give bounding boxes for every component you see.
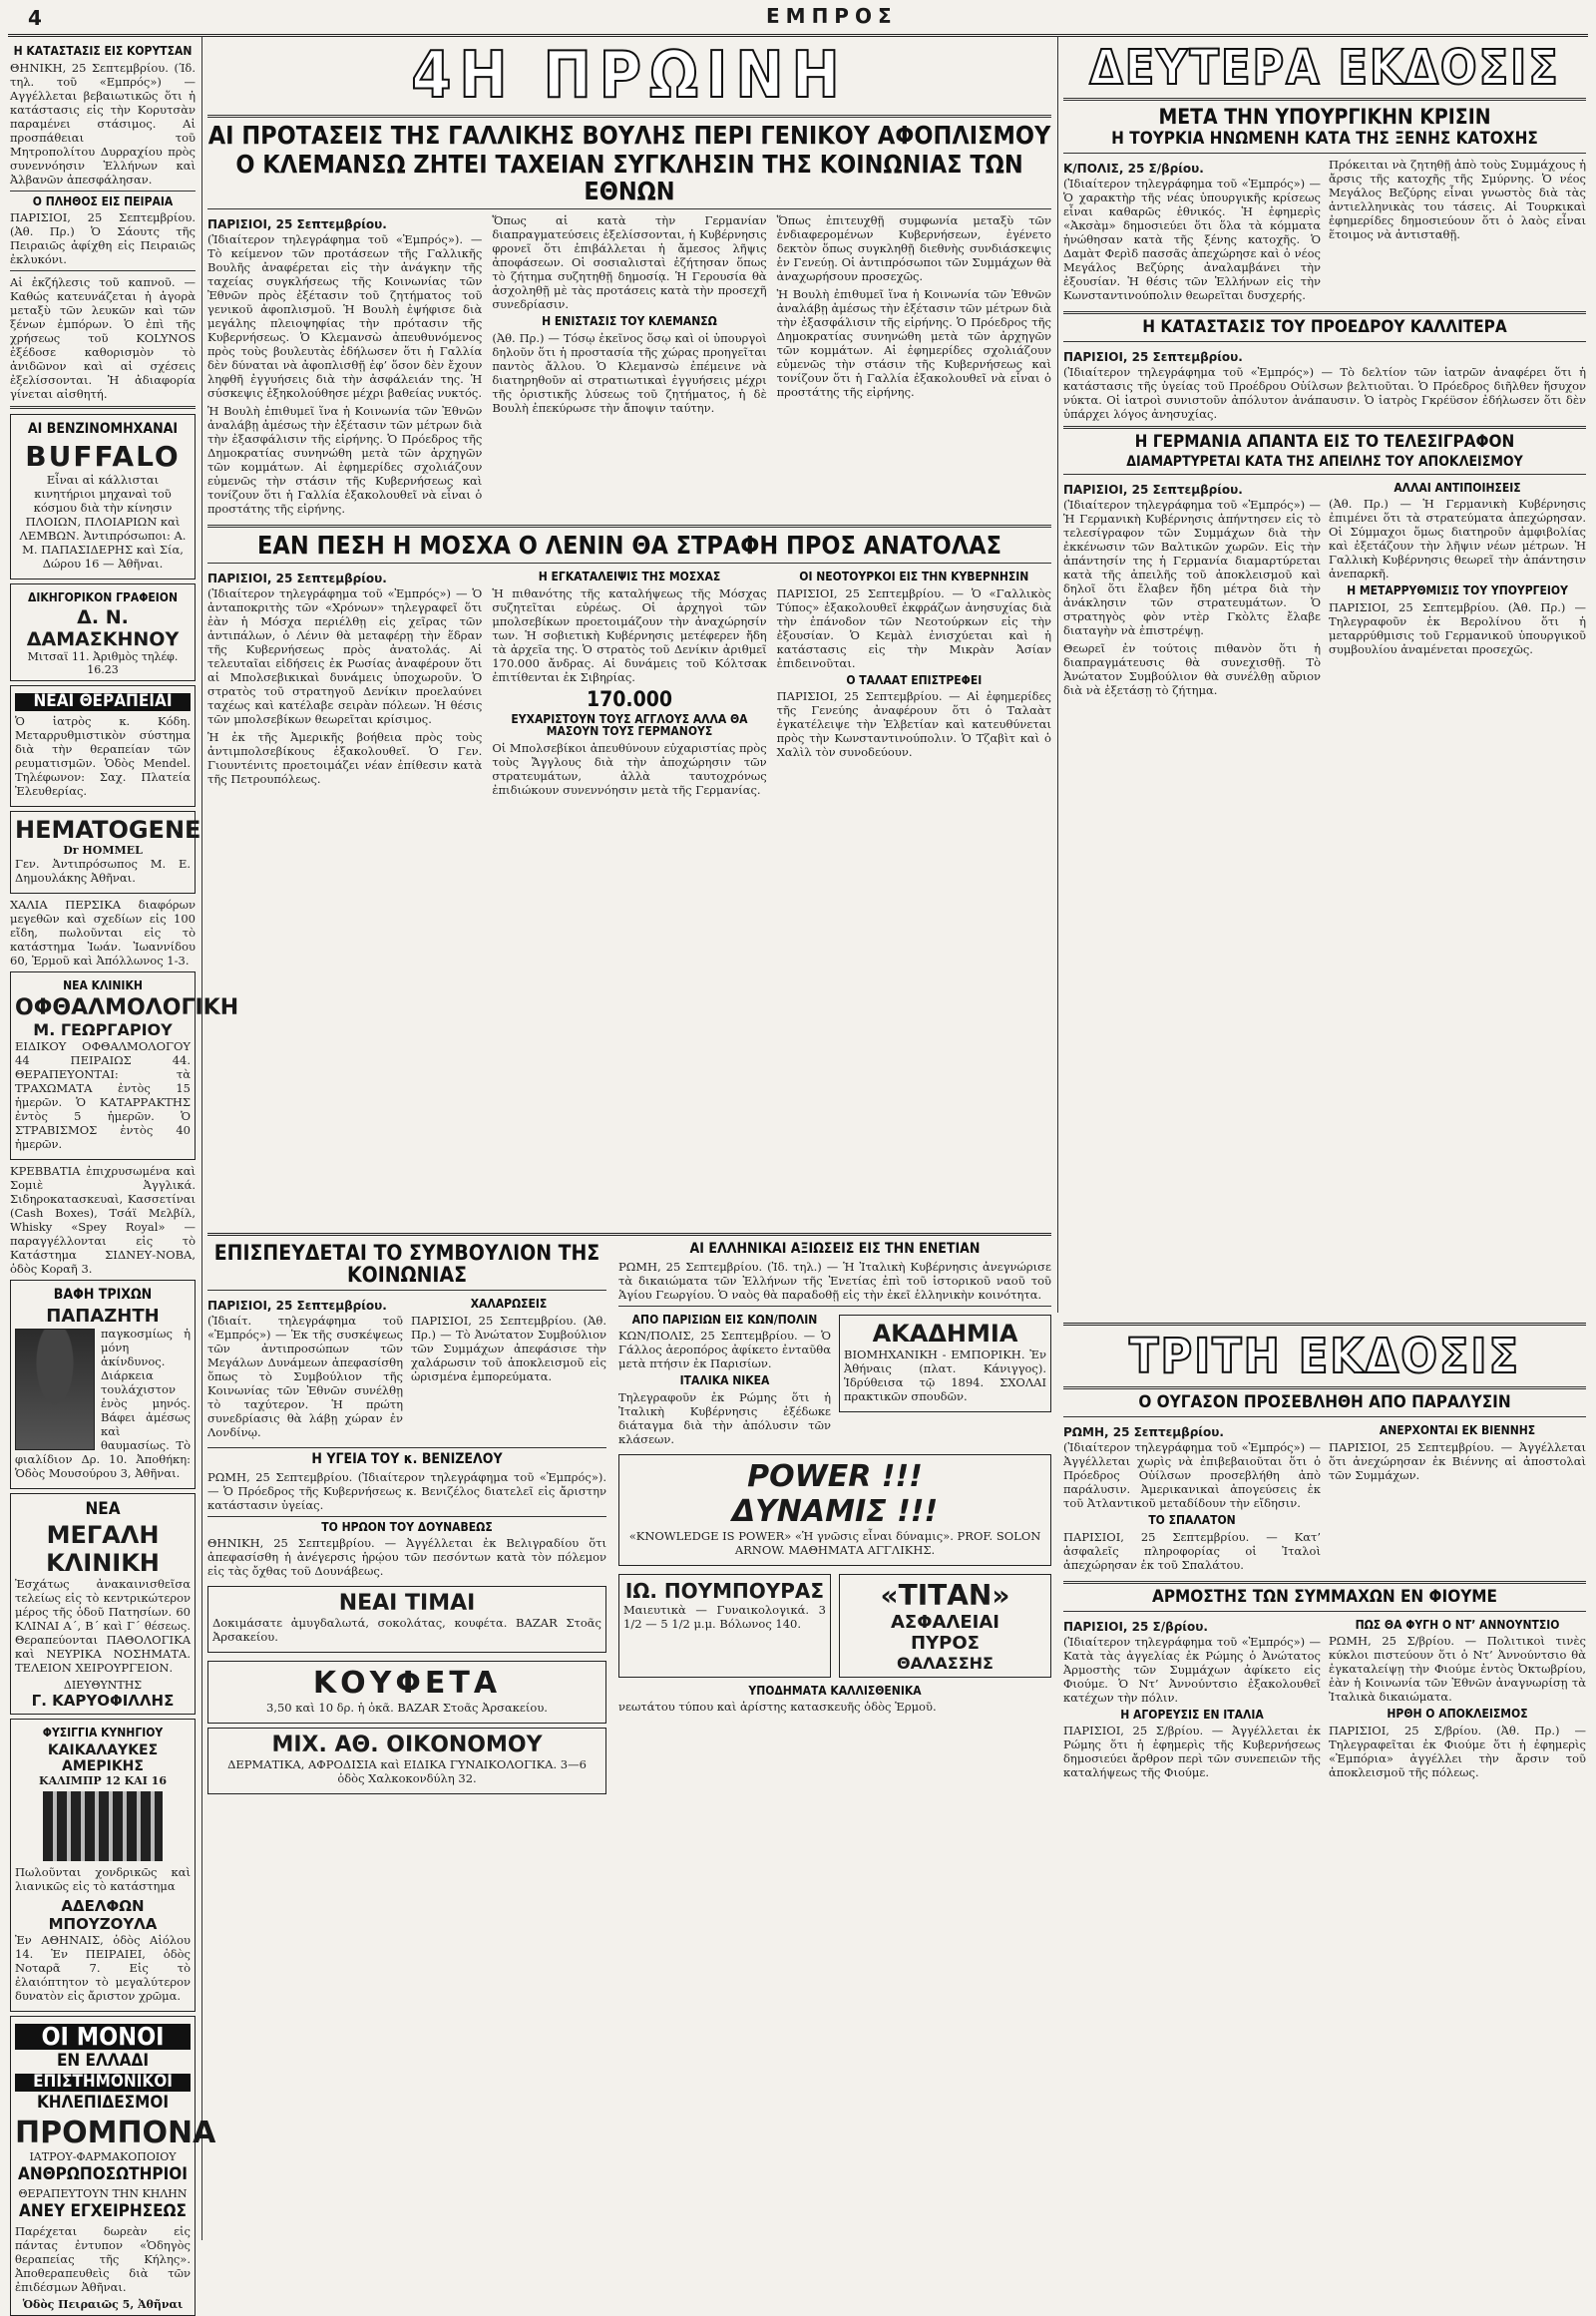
article-text: Αἱ ἐκζήλεσις τοῦ καπνοῦ. — Καθώς κατευνάζεται ἡ ἀγορὰ μεταξὺ τῶν λευκῶν καὶ τῶν ξένων ἐμπόρων. Ὁ ἐπὶ τῆς χρήσεως τοῦ KOLYNOS ἐξέδοσε καθορισμὸν τὸ ἀνιδῶνον καὶ αἱ σχέσεις ἐξελίσσονται. Ἡ ἀδιαφορία γίνεται αἰσθητή. bbox=[10, 275, 196, 402]
edition-title: 4Η ΠΡΩΙΝΗ bbox=[411, 39, 848, 113]
article-text: ΠΑΡΙΣΙΟΙ, 25 Σ/βρίου. — Ἀγγέλλεται ἐκ Ρώμης ὅτι ἡ ἐφημερὶς τῆς Κυβερνήσεως δημοσιεύει ἄρθρον περὶ τῶν συνεπειῶν τῆς καταλήψεως τῆς Φιούμε. bbox=[1063, 1724, 1321, 1780]
article-text: Θεωρεῖ ἐν τούτοις πιθανὸν ὅτι ἡ διαπραγμάτευσις θὰ συνεχισθῇ. Τὸ Ἀνώτατον Συμβούλιον θὰ συνέλθῃ αὔριον διὰ νὰ ἐξετάσῃ τὸ ζήτημα. bbox=[1063, 640, 1321, 697]
ad-heading: ΚΗΛΕΠΙΔΕΣΜΟΙ bbox=[36, 2092, 170, 2113]
subheadline: ΕΥΧΑΡΙΣΤΟΥΝ ΤΟΥΣ ΑΓΓΛΟΥΣ ΑΛΛΑ ΘΑ ΜΑΣΟΥΝ ΤΟΥΣ ΓΕΡΜΑΝΟΥΣ bbox=[511, 711, 748, 739]
dateline: ΠΑΡΙΣΙΟΙ, 25 Σεπτεμβρίου. bbox=[207, 1299, 387, 1314]
article-text: νεωτάτου τύπου καὶ ἀρίστης κατασκευῆς ὁδὸς Ἑρμοῦ. bbox=[618, 1700, 937, 1715]
ad-heading: ΝΕΑ ΚΛΙΝΙΚΗ bbox=[63, 978, 143, 993]
article-text: Τηλεγραφοῦν ἐκ Ρώμης ὅτι ἡ Ἰταλικὴ Κυβέρνησις ἐξέδωκε διάταγμα διὰ τὴν ἀπόλυσιν τῶν κλάσεων. bbox=[618, 1389, 831, 1446]
woman-portrait-illustration bbox=[15, 1329, 95, 1450]
article-column bbox=[1063, 1616, 1321, 1784]
article-column bbox=[492, 568, 766, 801]
article-text: (Ἰδιαίτερον τηλεγράφημα τοῦ «Ἐμπρός») — Ἡ Γερμανικὴ Κυβέρνησις ἀπήντησεν εἰς τὸ τελεσίγραφον τῶν Συμμάχων διὰ τὴν ἐκκένωσιν τῶν Βαλτικῶν χωρῶν. Εἰς τὴν ἀπάντησίν της ἡ Γερμανία διαμαρτύρεται κατὰ τῆς ἀπειλῆς τοῦ ἀποκλεισμοῦ καὶ δηλοῖ ὅτι ἔλαβεν ἤδη μέτρα διὰ τὴν ἀνάκλησιν τῶν στρατευμάτων. Ὁ στρατηγὸς φὸν ντὲρ Γκὸλτς ἔλαβε διαταγὴν νὰ ἐπιστρέψῃ. bbox=[1063, 497, 1321, 637]
dateline: ΠΑΡΙΣΙΟΙ, 25 Σεπτεμβρίου. bbox=[1063, 482, 1243, 497]
headline: Η ΚΑΤΑΣΤΑΣΙΣ ΕΙΣ ΚΟΡΥΤΣΑΝ bbox=[13, 44, 193, 58]
edition-title: ΔΕΥΤΕΡΑ ΕΚΔΟΣΙΣ bbox=[1089, 40, 1560, 96]
page-number: 4 bbox=[28, 6, 42, 30]
section-rule bbox=[207, 1233, 1051, 1236]
dateline: ΠΑΡΙΣΙΟΙ, 25 Σεπτεμβρίου. bbox=[1063, 350, 1243, 365]
ad-text: Γεν. Ἀντιπρόσωπος Μ. Ε. Δημουλάκης Ἀθῆναι. bbox=[15, 857, 191, 886]
article-text: (Ἰδιαίτερον τηλεγράφημα τοῦ «Ἐμπρός») — Ὁ χαρακτὴρ τῆς νέας ὑπουργικῆς κρίσεως εἶναι καθαρῶς ἐθνικός. Ἡ ἐφημερὶς «Ἀκσὰμ» δημοσιεύει ὅτι ὅλα τὰ κόμματα ἡνώθησαν κατὰ τῆς ξένης κατοχῆς. Ὁ Δαμὰτ Φερὶδ πασσᾶς ἀπεχώρησε καὶ ὁ νέος Μεγάλος Βεζύρης ἀναλαμβάνει τὴν ἐξουσίαν. Ἡ θέσις τῶν Ἑλλήνων εἰς τὴν Κωνσταντινούπολιν θεωρεῖται δυσχερής. bbox=[1063, 177, 1321, 303]
headline: ΕΠΙΣΠΕΥΔΕΤΑΙ ΤΟ ΣΥΜΒΟΥΛΙΟΝ ΤΗΣ ΚΟΙΝΩΝΙΑΣ bbox=[213, 1241, 600, 1288]
ad-heading: ΕΝ ΕΛΛΑΔΙ bbox=[56, 2051, 150, 2072]
article-text: ΠΑΡΙΣΙΟΙ, 25 Σεπτεμβρίου. — Κατ’ ἀσφαλεῖς πληροφορίας οἱ Ἰταλοὶ ἀπεχώρησαν ἐκ τοῦ Σπαλάτου. bbox=[1063, 1529, 1321, 1572]
ad-brand: ΚΟΥΦΕΤΑ bbox=[312, 1666, 502, 1702]
ad-academy bbox=[839, 1315, 1051, 1412]
ad-name: Γ. ΚΑΡΥΟΦΙΛΛΗΣ bbox=[31, 1692, 175, 1711]
article-text: Ὅπως αἱ κατὰ τὴν Γερμανίαν διαπραγματεύσεις ἐξελίσσονται, ἡ Κυβέρνησις φρονεῖ ὅτι ἐπιβάλλεται ἡ ἄμεσος λῆψις ἀποφάσεων. Οἱ σοσιαλισταὶ ἐζήτησαν ὅπως τὸ ζήτημα συζητηθῇ δημοσίᾳ. Ἡ Γερουσία θὰ ἀσχοληθῇ μὲ τὰς προτάσεις κατὰ τὴν προσεχῆ συνεδρίασιν. bbox=[492, 212, 767, 311]
ad-heading: ΔΙΚΗΓΟΡΙΚΟΝ ΓΡΑΦΕΙΟΝ bbox=[27, 589, 178, 604]
article-text: ΠΑΡΙΣΙΟΙ, 25 Σ/βρίου. (Ἀθ. Πρ.) — Τηλεγραφεῖται ἐκ Φιούμε ὅτι ἡ ἐφημερὶς «Ἐμπόρια» ἀγγέλλει τὴν ἄρσιν τοῦ ἀποκλεισμοῦ τῆς πόλεως. bbox=[1329, 1723, 1586, 1779]
article-text: ΘΗΝΙΚΗ, 25 Σεπτεμβρίου. — Ἀγγέλλεται ἐκ Βελιγραδίου ὅτι ἀπεφασίσθη ἡ ἀνέγερσις ἡρῴου τῶν πεσόντων κατὰ τὸν πόλεμον εἰς τὰς ὄχθας τοῦ Δουνάβεως. bbox=[207, 1536, 606, 1579]
article-text: (Ἰδιαίτερον τηλεγράφημα τοῦ «Ἐμπρός») — Ὁ ἀνταποκριτὴς τῶν «Χρόνων» τηλεγραφεῖ ὅτι ἐὰν ἡ Μόσχα περιέλθῃ εἰς χεῖρας τῶν ἀντιπάλων, ὁ Λένιν θὰ μεταφέρῃ τὴν ἕδραν τῆς Κυβερνήσεως πρὸς ἀνατολάς. Αἱ τελευταῖαι εἰδήσεις ἐκ Ρωσίας ἀναφέρουν ὅτι αἱ Μπολσεβικικαὶ δυνάμεις ὑποχωροῦν. Ὁ στρατὸς τοῦ στρατηγοῦ Δενίκιν προελαύνει ταχέως καὶ κατέλαβε σειρὰν πόλεων. Ἡ θέσις τῶν μπολσεβίκων θεωρεῖται κρίσιμος. bbox=[207, 586, 483, 727]
ad-heading: ΑΝΘΡΩΠΟΣΩΤΗΡΙΟΙ bbox=[18, 2163, 188, 2184]
folio-bar bbox=[8, 4, 1588, 37]
article-column bbox=[411, 1295, 606, 1443]
ad-law-office bbox=[10, 583, 196, 682]
right-lower-section bbox=[1063, 1329, 1586, 2236]
ad-hair-dye bbox=[10, 1280, 196, 1489]
cartridges-illustration bbox=[43, 1791, 163, 1861]
headline: Η ΓΕΡΜΑΝΙΑ ΑΠΑΝΤΑ ΕΙΣ ΤΟ ΤΕΛΕΣΙΓΡΑΦΟΝ bbox=[1134, 432, 1515, 453]
ad-brand: «ΤΙΤΑΝ» bbox=[880, 1578, 1010, 1612]
ad-power bbox=[618, 1454, 1051, 1566]
subheadline: ΟΙ ΝΕΟΤΟΥΡΚΟΙ ΕΙΣ ΤΗΝ ΚΥΒΕΡΝΗΣΙΝ bbox=[799, 570, 1029, 584]
masthead: ΕΜΠΡΟΣ bbox=[766, 4, 898, 28]
ad-text: ΧΑΛΙΑ ΠΕΡΣΙΚΑ διαφόρων μεγεθῶν καὶ σχεδίων εἰς 100 εἴδη, πωλοῦνται εἰς τὸ κατάστημα Ἰωάν. Ἰωαννίδου 60, Ἑρμοῦ καὶ Ἀπόλλωνος 1-3. bbox=[10, 898, 196, 968]
ad-text: Εἶναι αἱ κάλλισται κινητήριοι μηχαναὶ τοῦ κόσμου διὰ τὴν κίνησιν ΠΛΟΙΩΝ, ΠΛΟΙΑΡΙΩΝ καὶ ΛΕΜΒΩΝ. Ἀντιπρόσωποι: Α. Μ. ΠΑΠΑΣΙΔΕΡΗΣ καὶ Σία, Δώρου 16 — Ἀθῆναι. bbox=[19, 472, 187, 571]
ad-brand: POWER !!! bbox=[747, 1458, 923, 1494]
subheadline: ΑΠΟ ΠΑΡΙΣΙΩΝ ΕΙΣ ΚΩΝ/ΠΟΛΙΝ bbox=[631, 1312, 818, 1327]
ad-sub: ΔΙΕΥΘΥΝΤΗΣ bbox=[63, 1679, 143, 1693]
headline: ΑΙ ΕΛΛΗΝΙΚΑΙ ΑΞΙΩΣΕΙΣ ΕΙΣ ΤΗΝ ΕΝΕΤΙΑΝ bbox=[689, 1241, 981, 1257]
article-columns bbox=[207, 213, 1051, 520]
section-rule bbox=[1063, 1323, 1586, 1326]
subheadline: ΧΑΛΑΡΩΣΕΙΣ bbox=[470, 1297, 548, 1312]
ad-text: ΔΕΡΜΑΤΙΚΑ, ΑΦΡΟΔΙΣΙΑ καὶ ΕΙΔΙΚΑ ΓΥΝΑΙΚΟΛΟΓΙΚΑ. 3—6 ὁδὸς Χαλκοκονδύλη 32. bbox=[227, 1757, 587, 1786]
article-columns bbox=[1063, 1421, 1586, 1576]
dateline: ΠΑΡΙΣΙΟΙ, 25 Σεπτεμβρίου. bbox=[207, 216, 387, 231]
dateline: ΡΩΜΗ, 25 Σεπτεμβρίου. bbox=[1063, 1425, 1224, 1440]
article-text: (Ἰδιαίτερον τηλεγράφημα τοῦ «Ἐμπρός»). — Τὸ κείμενον τῶν προτάσεων τῆς Γαλλικῆς Βουλῆς ἀναφέρεται εἰς τὴν ἀνάγκην τῆς ταχείας συγκλήσεως τῆς Κοινωνίας τῶν Ἐθνῶν πρὸς ἐξέτασιν τοῦ ζητήματος τοῦ γενικοῦ ἀφοπλισμοῦ. Ἡ Βουλὴ ἐψήφισε διὰ μεγάλης πλειοψηφίας τὴν πρότασιν τῆς Κυβερνήσεως. Ὁ Κλεμανσὼ ἀπευθυνόμενος πρὸς τοὺς βουλευτὰς ἐδήλωσεν ὅτι ἡ Γαλλία δὲν δύναται νὰ ἀφοπλισθῇ ἐφ’ ὅσον δὲν ἔχουν ληφθῆ ἐγγυήσεις διὰ τὴν ἀσφάλειάν της. Ἡ σύσκεψις ἐξηκολούθησε μέχρι βαθείας νυκτός. bbox=[207, 231, 483, 400]
ad-brand: ΑΚΑΔΗΜΙΑ bbox=[872, 1319, 1018, 1348]
lower-middle-right bbox=[618, 1239, 1051, 2236]
article-text: ΠΑΡΙΣΙΟΙ, 25 Σεπτεμβρίου. (Ἀθ. Πρ.) Ὁ Σάουτς τῆς Πειραιῶς ἀφίχθη εἰς Πειραιῶς ἐκλυκόνι. bbox=[10, 210, 196, 267]
ad-heading: ΑΝΕΥ ΕΓΧΕΙΡΗΣΕΩΣ bbox=[19, 2200, 187, 2221]
subheadline: ΤΟ ΣΠΑΛΑΤΟΝ bbox=[1148, 1513, 1236, 1528]
ad-row bbox=[207, 1582, 606, 1657]
ad-text: Ὁ ἰατρὸς κ. Κόδη. Μεταρρυθμιστικὸν σύστημα διὰ τὴν θεραπείαν τῶν ρευματισμῶν. Ὁδὸς Mendel. Τηλέφωνον: Σαχ. Πλατεία Ἐλευθερίας. bbox=[15, 714, 191, 799]
article-text: ΡΩΜΗ, 25 Σεπτεμβρίου. (Ἰδιαίτερον τηλεγράφημα τοῦ «Ἐμπρός»). — Ὁ Πρόεδρος τῆς Κυβερνήσεως κ. Βενιζέλος διατελεῖ εἰς ἄριστην κατάστασιν ὑγείας. bbox=[207, 1469, 606, 1512]
article-text: ΡΩΜΗ, 25 Σ/βρίου. — Πολιτικοὶ τινὲς κύκλοι πιστεύουν ὅτι ὁ Ντ’ Ἀννούντσιο θὰ ἐγκαταλείψῃ τὴν Φιούμε ἐντὸς Ὀκτωβρίου, ἐὰν ἡ Κοινωνία τῶν Ἐθνῶν ἀναγνωρίσῃ τὰ Ἰταλικὰ δικαιώματα. bbox=[1329, 1634, 1586, 1705]
headline: Ο ΚΛΕΜΑΝΣΩ ΖΗΤΕΙ ΤΑΧΕΙΑΝ ΣΥΓΚΛΗΣΙΝ ΤΗΣ ΚΟΙΝΩΝΙΑΣ ΤΩΝ ΕΘΝΩΝ bbox=[235, 150, 1023, 205]
article-column bbox=[777, 213, 1051, 520]
ad-heading: ΑΙ ΒΕΝΖΙΝΟΜΗΧΑΝΑΙ bbox=[27, 421, 179, 438]
subheadline: Η ΜΕΤΑΡΡΥΘΜΙΣΙΣ ΤΟΥ ΥΠΟΥΡΓΕΙΟΥ bbox=[1347, 583, 1568, 598]
headline: ΜΕΤΑ ΤΗΝ ΥΠΟΥΡΓΙΚΗΝ ΚΡΙΣΙΝ bbox=[1158, 105, 1491, 130]
ad-text: ΚΡΕΒΒΑΤΙΑ ἐπιχρυσωμένα καὶ Σομιὲ Ἀγγλικά. Σιδηροκατασκευαὶ, Κασσετίναι (Cash Boxes), Τσάϊ Μελβίλ, Whisky «Spey Royal» — παραγγέλλονται εἰς τὸ Κατάστημα ΣΙΔΝΕΥ-ΝΟΒΑ, ὁδὸς Κοραῆ 3. bbox=[10, 1163, 196, 1276]
ad-text: Μαιευτικὰ — Γυναικολογικά. 3 1/2 — 5 1/2 μ.μ. Βόλωνος 140. bbox=[623, 1602, 826, 1631]
headline: Η ΚΑΤΑΣΤΑΣΙΣ ΤΟΥ ΠΡΟΕΔΡΟΥ ΚΑΛΛΙΤΕΡΑ bbox=[1142, 317, 1507, 338]
subheadline: ΑΝΕΡΧΟΝΤΑΙ ΕΚ ΒΙΕΝΝΗΣ bbox=[1379, 1423, 1536, 1438]
article-text: Πρόκειται νὰ ζητηθῇ ἀπὸ τοὺς Συμμάχους ἡ ἄρσις τῆς κατοχῆς τῆς Σμύρνης. Ὁ νέος Μεγάλος Βεζύρης εἶναι γνωστὸς διὰ τὰς ἀντιελληνικὰς του τάσεις. Αἱ Τουρκικαὶ ἐφημερίδες δημοσιεύουν ὅτι ὁ λαὸς εἶναι ἕτοιμος νὰ ἀντισταθῇ. bbox=[1329, 158, 1586, 242]
ad-sub: ΘΕΡΑΠΕΥΤΟΥΝ ΤΗΝ ΚΗΛΗΝ bbox=[18, 2186, 188, 2200]
ad-trusses bbox=[10, 2016, 216, 2315]
ad-text: ΒΙΟΜΗΧΑΝΙΚΗ - ΕΜΠΟΡΙΚΗ. Ἐν Ἀθήναις (πλατ. Κάνιγγος). Ἱδρύθεισα τῷ 1894. ΣΧΟΛΑΙ πρακτικῶν σπουδῶν. bbox=[844, 1347, 1046, 1403]
ad-brand: ΠΡΟΜΠΟΝΑ bbox=[15, 2115, 216, 2150]
main-section bbox=[207, 40, 1051, 1227]
left-column bbox=[10, 42, 239, 2311]
ad-text: Ἐν ΑΘΗΝΑΙΣ, ὁδὸς Αἰόλου 14. Ἐν ΠΕΙΡΑΙΕΙ, ὁδὸς Νοταρᾶ 7. Εἰς τὸ ἐλαιόπτητον τὸ μεγαλύτερον δυνατὸν εἰς ἄριστον χρῶμα. bbox=[15, 1933, 191, 2004]
ad-text: Δοκιμάσατε ἀμυγδαλωτά, σοκολάτας, κουφέτα. BAZAR Στοᾶς Ἀρσακείου. bbox=[212, 1616, 601, 1645]
ad-new-therapies bbox=[10, 685, 196, 807]
article-columns bbox=[1063, 479, 1586, 701]
ad-text: 3,50 καὶ 10 δρ. ἡ ὀκᾶ. BAZAR Στοᾶς Ἀρσακείου. bbox=[266, 1701, 548, 1716]
ad-heading: ΝΕΑΙ ΘΕΡΑΠΕΙΑΙ bbox=[15, 693, 191, 711]
ad-sub: ΚΑΛΙΜΠΡ 12 ΚΑΙ 16 bbox=[39, 1774, 167, 1788]
lower-middle-left bbox=[207, 1239, 606, 2236]
article-column bbox=[1063, 479, 1321, 701]
subheadline: ΙΤΑΛΙΚΑ ΝΙΚΕΑ bbox=[679, 1373, 770, 1388]
ad-text: «KNOWLEDGE IS POWER» «Ἡ γνῶσις εἶναι δύναμις». PROF. SOLON ARNOW. ΜΑΘΗΜΑΤΑ ΑΓΓΛΙΚΗΣ. bbox=[628, 1528, 1041, 1557]
article-text: (Ἰδιαίτερον τηλεγράφημα τοῦ «Ἐμπρός») — Ἀγγέλλεται χωρὶς νὰ ἐπιβεβαιοῦται ὅτι ὁ Πρόεδρος Οὐίλσων προσεβλήθη ἀπὸ παράλυσιν. Ἀμερικανικαὶ ἀπογεύσεις ἐκ τοῦ Ἀτλαντικοῦ μεταδίδουν τὴν εἴδησιν. bbox=[1063, 1440, 1321, 1511]
headline: ΔΙΑΜΑΡΤΥΡΕΤΑΙ ΚΑΤΑ ΤΗΣ ΑΠΕΙΛΗΣ ΤΟΥ ΑΠΟΚΛΕΙΣΜΟΥ bbox=[1126, 453, 1523, 470]
ad-address: Ὁδὸς Πειραιῶς 5, Ἀθῆναι bbox=[22, 2297, 184, 2311]
ad-sub: ΘΑΛΑΣΣΗΣ bbox=[897, 1653, 994, 1673]
article-text: (Ἰδιαίτ. τηλεγράφημα τοῦ «Ἐμπρός») — Ἐκ τῆς συσκέψεως τῶν ἀντιπροσώπων τῶν Μεγάλων Δυνάμεων ἀπεφασίσθη ὅπως τὸ Συμβούλιον τῆς Κοινωνίας τῶν Ἐθνῶν συνέλθῃ τὸ ταχύτερον. Ἡ πρώτη συνεδρίασις θὰ λάβῃ χώραν ἐν Λονδίνῳ. bbox=[207, 1314, 403, 1440]
headline: ΑΡΜΟΣΤΗΣ ΤΩΝ ΣΥΜΜΑΧΩΝ ΕΝ ΦΙΟΥΜΕ bbox=[1151, 1586, 1497, 1607]
article-text: Ἡ πιθανότης τῆς καταλήψεως τῆς Μόσχας συζητεῖται εὐρέως. Οἱ ἀρχηγοὶ τῶν μπολσεβίκων προετοιμάζουν τὴν ἀναχώρησίν των. Ἡ σοβιετικὴ Κυβέρνησις μετέφερεν ἤδη τὰ ἀρχεῖα της. Ὁ στρατὸς τοῦ Δενίκιν ἀριθμεῖ 170.000 ἄνδρας. Αἱ δυνάμεις τοῦ Κόλτσακ ἐπιτίθενται ἐκ Σιβηρίας. bbox=[492, 585, 767, 684]
subheadline: ΥΠΟΔΗΜΑΤΑ ΚΑΛΛΙΣΘΕΝΙΚΑ bbox=[748, 1683, 922, 1698]
article-columns bbox=[618, 1311, 1051, 1450]
article-text: ΡΩΜΗ, 25 Σεπτεμβρίου. (Ἰδ. τηλ.) — Ἡ Ἰταλικὴ Κυβέρνησις ἀνεγνώρισε τὰ δικαιώματα τῶν Ἑλλήνων τῆς Ἐνετίας ἐπὶ τοῦ ἱστορικοῦ ναοῦ τοῦ Ἁγίου Γεωργίου. Ὁ ναὸς θὰ παραδοθῇ εἰς τὴν ἐκεῖ ἑλληνικὴν κοινότητα. bbox=[618, 1259, 1051, 1302]
army-figure: 170.000 bbox=[586, 686, 673, 711]
ad-name: Δ. Ν. ΔΑΜΑΣΚΗΝΟΥ bbox=[26, 606, 180, 651]
ad-hunting-cartridges bbox=[10, 1719, 196, 2012]
article-columns bbox=[207, 1295, 606, 1443]
ad-titan-insurance bbox=[839, 1574, 1051, 1678]
subheadline: ΠΩΣ ΘΑ ΦΥΓΗ Ο ΝΤ’ ΑΝΝΟΥΝΤΣΙΟ bbox=[1355, 1617, 1560, 1632]
ad-brand: BUFFALO bbox=[25, 439, 181, 473]
article-columns bbox=[1063, 1616, 1586, 1784]
article-text: ΠΑΡΙΣΙΟΙ, 25 Σεπτεμβρίου. — Ἀγγέλλεται ὅτι ἀνεχώρησαν ἐκ Βιέννης αἱ ἀποστολαὶ τῶν Συμμάχων. bbox=[1329, 1439, 1586, 1482]
subheadline: Η ΑΓΟΡΕΥΣΙΣ ΕΝ ΙΤΑΛΙΑ bbox=[1120, 1707, 1264, 1722]
subheadline: Η ΕΝΙΣΤΑΣΙΣ ΤΟΥ ΚΛΕΜΑΝΣΩ bbox=[542, 313, 717, 328]
subheadline: ΑΛΛΑΙ ΑΝΤΙΠΟΙΗΣΕΙΣ bbox=[1394, 480, 1521, 495]
column-rule bbox=[1057, 36, 1058, 1313]
article-column bbox=[1329, 1421, 1586, 1576]
ad-name: ΠΑΠΑΖΗΤΗ bbox=[46, 1305, 160, 1327]
headline: ΕΑΝ ΠΕΣΗ Η ΜΟΣΧΑ Ο ΛΕΝΙΝ ΘΑ ΣΤΡΑΦΗ ΠΡΟΣ ΑΝΑΤΟΛΑΣ bbox=[257, 530, 1001, 560]
ad-brand: ΚΑΙΚΑΛΑΥΚΕΣ ΑΜΕΡΙΚΗΣ bbox=[47, 1742, 159, 1775]
dateline: ΠΑΡΙΣΙΟΙ, 25 Σεπτεμβρίου. bbox=[207, 572, 387, 586]
article-text: Οἱ Μπολσεβίκοι ἀπευθύνουν εὐχαριστίας πρὸς τοὺς Ἄγγλους διὰ τὴν ἀποχώρησιν τῶν στρατευμάτων, ἀλλὰ ταυτοχρόνως ἐπιδιώκουν συνεννόησιν μετὰ τῆς Γερμανίας. bbox=[492, 741, 767, 798]
article-column bbox=[1329, 158, 1586, 306]
subheadline: ΗΡΘΗ Ο ΑΠΟΚΛΕΙΣΜΟΣ bbox=[1387, 1707, 1528, 1722]
article-column bbox=[1329, 479, 1586, 701]
article-column bbox=[1063, 1421, 1321, 1576]
article-text: ΠΑΡΙΣΙΟΙ, 25 Σεπτεμβρίου. (Ἀθ. Πρ.) — Τηλεγραφοῦν ἐκ Βερολίνου ὅτι ἡ μεταρρύθμισις τοῦ Γερμανικοῦ ὑπουργικοῦ συμβουλίου ἀναμένεται προσεχῶς. bbox=[1329, 599, 1586, 656]
ad-sub: Dr HOMMEL bbox=[63, 844, 143, 858]
ad-hematogene bbox=[10, 811, 201, 894]
ad-text: ΕΙΔΙΚΟΥ ΟΦΘΑΛΜΟΛΟΓΟΥ 44 ΠΕΙΡΑΙΩΣ 44. ΘΕΡΑΠΕΥΟΝΤΑΙ: τὰ ΤΡΑΧΩΜΑΤΑ ἐντὸς 15 ἡμερῶν. Ὁ ΚΑΤΑΡΡΑΚΤΗΣ ἐντὸς 5 ἡμερῶν. Ὁ ΣΤΡΑΒΙΣΜΟΣ ἐντὸς 40 ἡμερῶν. bbox=[15, 1038, 191, 1151]
headline: Η ΤΟΥΡΚΙΑ ΗΝΩΜΕΝΗ ΚΑΤΑ ΤΗΣ ΞΕΝΗΣ ΚΑΤΟΧΗΣ bbox=[1111, 129, 1538, 150]
ad-ophthalmology-clinic bbox=[10, 971, 239, 1160]
article-column bbox=[1063, 158, 1321, 306]
ad-large-clinic bbox=[10, 1493, 196, 1716]
ad-brand: ΜΕΓΑΛΗ ΚΛΙΝΙΚΗ bbox=[46, 1521, 160, 1578]
article-text: ΘΗΝΙΚΗ, 25 Σεπτεμβρίου. (Ίδ. τηλ. τοῦ «Εμπρός») — Αγγέλλεται βεβαιωτικῶς ὅτι ἡ κατάστασις εἰς τὴν Κορυτσὰν παραμένει στάσιμος. Αἱ προσπάθειαι τοῦ Μητροπολίτου Δυρραχίου πρὸς συνεννόησιν Ἑλλήνων καὶ Ἀλβανῶν ἀπεσφάλησαν. bbox=[10, 60, 196, 187]
ad-koufeta bbox=[207, 1661, 606, 1724]
article-column bbox=[492, 213, 766, 520]
ad-text: παγκοσμίως ἡ μόνη ἀκίνδυνος. Διάρκεια τουλάχιστον ἑνὸς μηνός. Βάφει ἀμέσως καὶ θαυμασίως. Τὸ φιαλίδιον Δρ. 10. Ἀποθήκη: Ὁδὸς Μουσούρου 3, Ἀθῆναι. bbox=[15, 1326, 191, 1480]
ad-heading: ΦΥΣΙΓΓΙΑ ΚΥΝΗΓΙΟΥ bbox=[42, 1726, 164, 1740]
article-column bbox=[207, 568, 482, 801]
article-column bbox=[839, 1311, 1051, 1450]
article-columns bbox=[1063, 158, 1586, 306]
article-text: ΠΑΡΙΣΙΟΙ, 25 Σεπτεμβρίου. — Αἱ ἐφημερίδες τῆς Γενεύης ἀναφέρουν ὅτι ὁ Ταλαὰτ ἐγκατέλειψε τὴν Ἑλβετίαν καὶ κατευθύνεται πρὸς τὴν Κωνσταντινούπολιν. Ὁ Τζαβὶτ καὶ ὁ Χαλὶλ τὸν συνοδεύουν. bbox=[776, 689, 1051, 760]
article-text: ΠΑΡΙΣΙΟΙ, 25 Σεπτεμβρίου. — Ὁ «Γαλλικὸς Τύπος» ἐξακολουθεῖ ἐκφράζων ἀνησυχίας διὰ τὴν ἐπάνοδον τῶν Νεοτούρκων εἰς τὴν ἐξουσίαν. Ὁ Κεμὰλ ἐνισχύεται καὶ ἡ κατάστασις εἰς τὴν Μικρὰν Ἀσίαν ἐπιδεινοῦται. bbox=[776, 585, 1051, 670]
article-column bbox=[207, 1295, 403, 1443]
article-text: Ἡ Βουλὴ ἐπιθυμεῖ ἵνα ἡ Κοινωνία τῶν Ἐθνῶν ἀναλάβῃ ἀμέσως τὴν ἐξέτασιν τῶν μέτρων διὰ τὴν ἐξασφάλισιν τῆς εἰρήνης. Ὁ Πρόεδρος τῆς Δημοκρατίας συνηνώθη μετὰ τῶν ἀρχηγῶν τῶν κομμάτων. Αἱ ἐφημερίδες σχολιάζουν εὐμενῶς τὴν στάσιν τῆς Κυβερνήσεως καὶ τονίζουν ὅτι ἡ Γαλλία ἐξακολουθεῖ νὰ εἶναι ὁ προστάτης τῆς εἰρήνης. bbox=[776, 286, 1051, 399]
ad-new-prices bbox=[207, 1586, 606, 1653]
right-section bbox=[1063, 40, 1586, 1317]
article-columns bbox=[207, 568, 1051, 801]
ad-heading: ΕΠΙΣΤΗΜΟΝΙΚΟΙ bbox=[15, 2074, 191, 2092]
article-text: (Ἀθ. Πρ.) — Ἡ Γερμανικὴ Κυβέρνησις ἐπιμένει ὅτι τὰ στρατεύματα ἀπεχώρησαν. Οἱ Σύμμαχοι ὅμως διατηροῦν ἀμφιβολίας καὶ ἐξετάζουν τὴν λῆψιν νέων μέτρων. Ἡ Γαλλικὴ Κυβέρνησις θεωρεῖ τὴν ἀπάντησιν ἀνεπαρκῆ. bbox=[1329, 497, 1586, 581]
subheadline: Η ΕΓΚΑΤΑΛΕΙΨΙΣ ΤΗΣ ΜΟΣΧΑΣ bbox=[538, 570, 721, 584]
dateline: ΠΑΡΙΣΙΟΙ, 25 Σ/βρίου. bbox=[1063, 1619, 1208, 1634]
ad-oikonomou bbox=[207, 1728, 606, 1794]
article-column bbox=[207, 213, 482, 520]
ad-row bbox=[618, 1570, 1051, 1682]
subheadline: ΤΟ ΗΡΩΟΝ ΤΟΥ ΔΟΥΝΑΒΕΩΣ bbox=[321, 1519, 493, 1534]
column-rule bbox=[201, 36, 202, 2240]
article-text: ΚΩΝ/ΠΟΛΙΣ, 25 Σεπτεμβρίου. — Ὁ Γάλλος ἀεροπόρος ἀφίκετο ἐνταῦθα μετὰ πτήσιν ἐκ Παρισίων. bbox=[618, 1329, 831, 1371]
article-text: Ἡ ἐκ τῆς Ἀμερικῆς βοήθεια πρὸς τοὺς ἀντιμπολσεβίκους ἐξακολουθεῖ. Ὁ Γεν. Γιουντένιτς προετοιμάζει νέαν ἐπίθεσιν κατὰ τῆς Πετρουπόλεως. bbox=[207, 730, 483, 787]
ad-heading: ΝΕΑ bbox=[85, 1498, 121, 1519]
ad-brand: ΟΦΘΑΛΜΟΛΟΓΙΚΗ bbox=[15, 994, 239, 1020]
headline: Ο ΟΥΓΑΣΟΝ ΠΡΟΣΕΒΛΗΘΗ ΑΠΟ ΠΑΡΑΛΥΣΙΝ bbox=[1138, 1392, 1511, 1413]
article-text: Ὅπως ἐπιτευχθῇ συμφωνία μεταξὺ τῶν ἐνδιαφερομένων Κυβερνήσεων, ἐγένετο δεκτὸν ὅπως συγκληθῇ διεθνὴς συνδιάσκεψις ἐν Γενεύῃ. Οἱ ἀντιπρόσωποι τῶν Συμμάχων θὰ ἀναχωρήσουν προσεχῶς. bbox=[776, 212, 1051, 283]
ad-sub: ΙΑΤΡΟΥ-ΦΑΡΜΑΚΟΠΟΙΟΥ bbox=[29, 2149, 177, 2163]
subheadline: Η ΥΓΕΙΑ ΤΟΥ κ. ΒΕΝΙΖΕΛΟΥ bbox=[311, 1451, 503, 1468]
ad-brand: ΜΙΧ. ΑΘ. ΟΙΚΟΝΟΜΟΥ bbox=[271, 1733, 543, 1758]
ad-name: Μ. ΓΕΩΡΓΑΡΙΟΥ bbox=[33, 1019, 173, 1039]
article-text: ΠΑΡΙΣΙΟΙ, 25 Σεπτεμβρίου. (Ἀθ. Πρ.) — Τὸ Ἀνώτατον Συμβούλιον τῶν Συμμάχων ἀπεφάσισε τὴν χαλάρωσιν τοῦ ἀποκλεισμοῦ εἰς ὡρισμένα ἐμπορεύματα. bbox=[411, 1313, 606, 1383]
ad-text: Πωλοῦνται χονδρικῶς καὶ λιανικῶς εἰς τὸ κατάστημα bbox=[15, 1865, 191, 1894]
ad-address: Μιτσαϊ 11. Ἀριθμὸς τηλέφ. 16.23 bbox=[27, 650, 179, 677]
article-text: (Ἀθ. Πρ.) — Τόσῳ ἐκεῖνος ὅσῳ καὶ οἱ ὑπουργοὶ δηλοῦν ὅτι ἡ προστασία τῆς χώρας προηγεῖται παντὸς ἄλλου. Ὁ Κλεμανσὼ ἐπέμεινε νὰ διατηρηθοῦν αἱ στρατιωτικαὶ ἐγγυήσεις μέχρι τῆς ὁριστικῆς λύσεως τοῦ ζητήματος, ἡ δὲ Βουλὴ ἐπεκύρωσε τὴν ἄποψιν ταύτην. bbox=[492, 330, 767, 415]
ad-heading: ΟΙ ΜΟΝΟΙ bbox=[15, 2024, 191, 2050]
ad-name: ΑΔΕΛΦΩΝ ΜΠΟΥΖΟΥΛΑ bbox=[48, 1897, 158, 1934]
subheadline: Ο ΤΑΛΑΑΤ ΕΠΙΣΤΡΕΦΕΙ bbox=[846, 672, 983, 687]
ad-brand: ΝΕΑΙ ΤΙΜΑΙ bbox=[338, 1591, 476, 1617]
newspaper-page bbox=[8, 4, 1588, 2311]
ad-sub: ΑΣΦΑΛΕΙΑΙ bbox=[890, 1611, 999, 1633]
ad-text: Παρέχεται δωρεὰν εἰς πάντας ἐντυπον «Ὁδηγὸς θεραπείας τῆς Κήλης». Ἀποθεραπευθεὶς διὰ τῶν ἐπιδέσμων Ἀθῆναι. bbox=[15, 2223, 191, 2294]
ad-heading: ΒΑΦΗ ΤΡΙΧΩΝ bbox=[53, 1286, 153, 1303]
ad-text: Ἐσχάτως ἀνακαινισθεῖσα τελείως εἰς τὸ κεντρικώτερον μέρος τῆς ὁδοῦ Πατησίων. 60 ΚΛΙΝΑΙ Α΄, Β΄ καὶ Γ΄ θέσεως. Θεραπεύονται ΠΑΘΟΛΟΓΙΚΑ καὶ ΝΕΥΡΙΚΑ ΝΟΣΗΜΑΤΑ. ΤΕΛΕΙΟΝ ΧΕΙΡΟΥΡΓΕΙΟΝ. bbox=[15, 1577, 191, 1676]
article-column bbox=[1329, 1616, 1586, 1784]
article-column bbox=[618, 1311, 831, 1450]
dateline: Κ/ΠΟΛΙΣ, 25 Σ/βρίου. bbox=[1063, 162, 1204, 177]
ad-buffalo bbox=[10, 414, 196, 579]
ad-brand: ΔΥΝΑΜΙΣ !!! bbox=[731, 1493, 939, 1529]
article-text: Ἡ Βουλὴ ἐπιθυμεῖ ἵνα ἡ Κοινωνία τῶν Ἐθνῶν ἀναλάβῃ ἀμέσως τὴν ἐξέτασιν τῶν μέτρων διὰ τὴν ἐξασφάλισιν τῆς εἰρήνης. Ὁ Πρόεδρος τῆς Δημοκρατίας συνηνώθη μετὰ τῶν ἀρχηγῶν τῶν κομμάτων. Αἱ ἐφημερίδες σχολιάζουν εὐμενῶς τὴν στάσιν τῆς Κυβερνήσεως καὶ τονίζουν ὅτι ἡ Γαλλία ἐξακολουθεῖ νὰ εἶναι ὁ προστάτης τῆς εἰρήνης. bbox=[207, 403, 483, 516]
ad-sub: ΠΥΡΟΣ bbox=[911, 1632, 980, 1654]
edition-title: ΤΡΙΤΗ ΕΚΔΟΣΙΣ bbox=[1129, 1329, 1520, 1384]
ad-poumpouras bbox=[618, 1574, 831, 1678]
headline: Ο ΠΛΗΘΟΣ ΕΙΣ ΠΕΙΡΑΙΑ bbox=[32, 193, 174, 208]
article-column bbox=[777, 568, 1051, 801]
headline: ΑΙ ΠΡΟΤΑΣΕΙΣ ΤΗΣ ΓΑΛΛΙΚΗΣ ΒΟΥΛΗΣ ΠΕΡΙ ΓΕΝΙΚΟΥ ΑΦΟΠΛΙΣΜΟΥ bbox=[207, 121, 1051, 151]
ad-brand: ΙΩ. ΠΟΥΜΠΟΥΡΑΣ bbox=[624, 1578, 825, 1603]
article-text: (Ἰδιαίτερον τηλεγράφημα τοῦ «Ἐμπρός») — Τὸ δελτίον τῶν ἰατρῶν ἀναφέρει ὅτι ἡ κατάστασις τῆς ὑγείας τοῦ Προέδρου Οὐίλσων βελτιοῦται. Ὁ Πρόεδρος διῆλθεν ἥσυχον νύκτα. Οἱ ἰατροὶ συνιστοῦν ἀπόλυτον ἀνάπαυσιν. Ὁ ἰατρὸς Γκρέϋσον ἐδήλωσεν ὅτι δὲν ὑπάρχει λόγος ἀνησυχίας. bbox=[1063, 365, 1586, 422]
ad-brand: HEMATOGENE bbox=[15, 816, 201, 845]
article-text: (Ἰδιαίτερον τηλεγράφημα τοῦ «Ἐμπρός») — Κατὰ τὰς ἀγγελίας ἐκ Ρώμης ὁ Ἀνώτατος Ἀρμοστὴς τῶν Συμμάχων ἀφίκετο εἰς Φιούμε. Ὁ Ντ’ Ἀννούντσιο ἐξακολουθεῖ κατέχων τὴν πόλιν. bbox=[1063, 1634, 1321, 1705]
